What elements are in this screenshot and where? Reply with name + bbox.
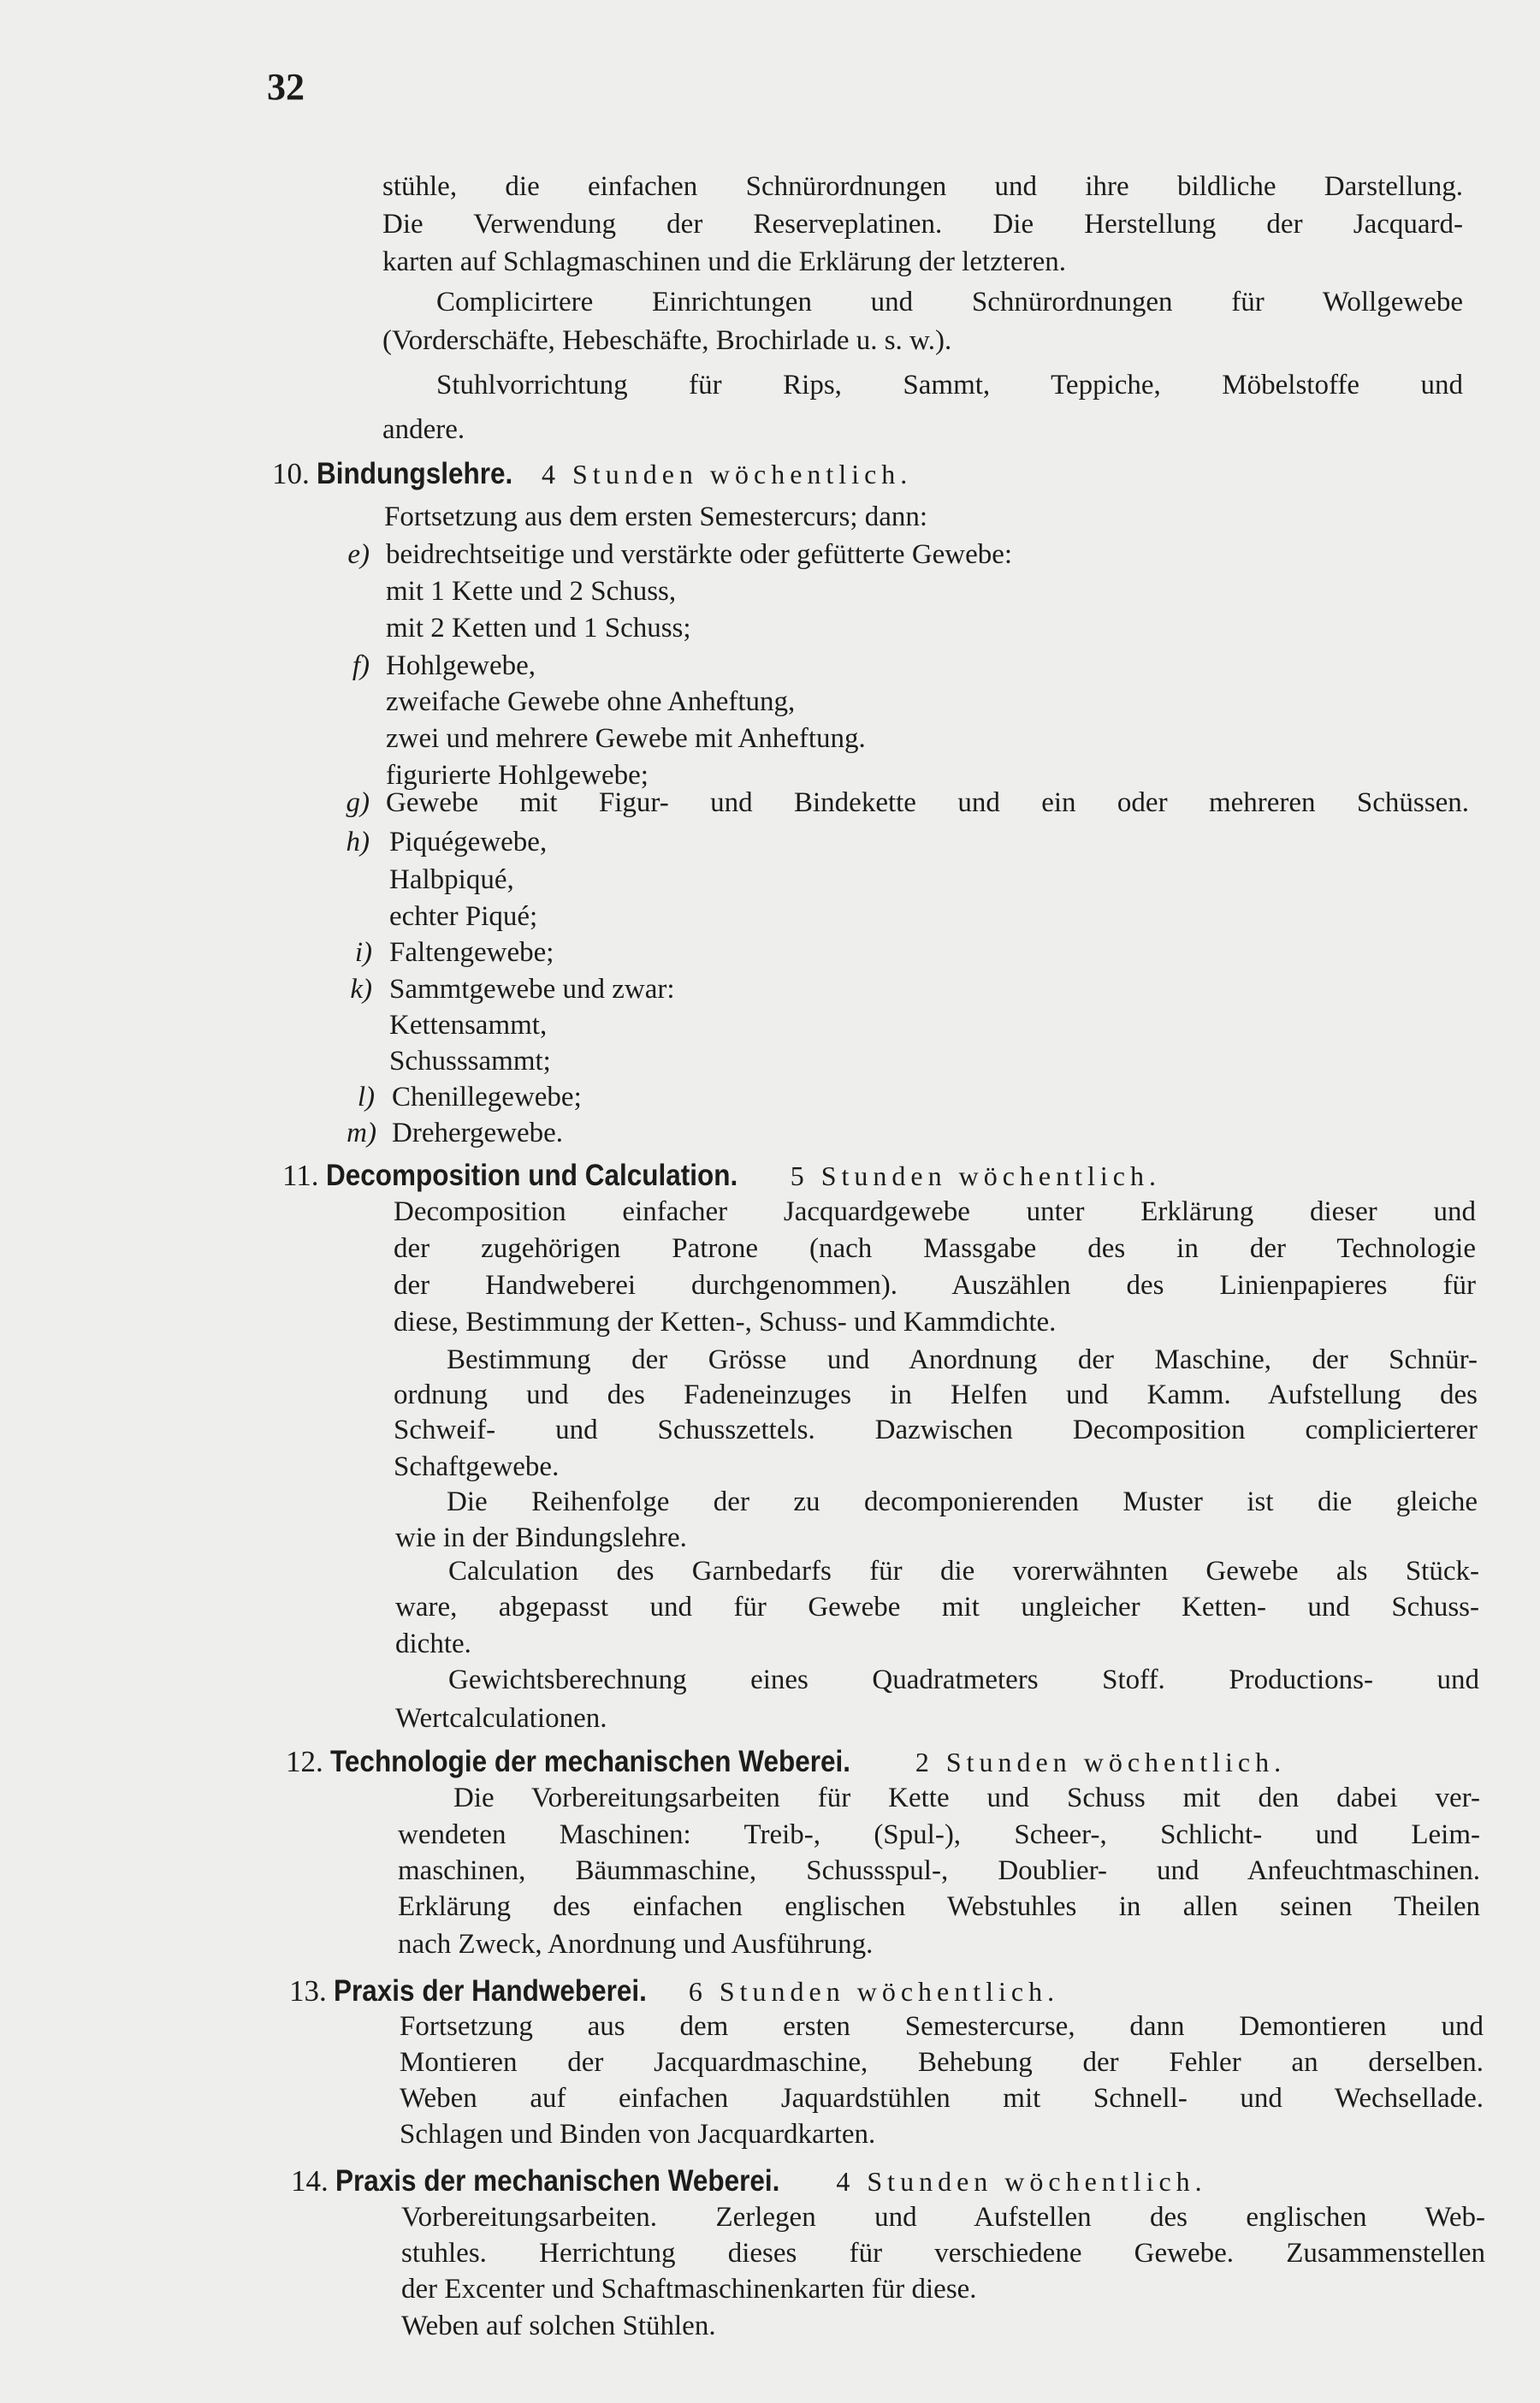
section-heading <box>286 1747 1286 1777</box>
text-line: wendeten Maschinen: Treib-, (Spul-), Scheer-, Schlicht- und Leim- <box>398 1819 1480 1850</box>
text-line: Gewebe mit Figur- und Bindekette und ein oder mehreren Schüssen. <box>386 787 1469 818</box>
section-hours: 5 Stunden wöchentlich. <box>790 1160 1161 1191</box>
item-label: h) <box>346 827 370 857</box>
text-line: karten auf Schlagmaschinen und die Erklärung der letzteren. <box>382 246 1067 277</box>
item-label: m) <box>346 1118 376 1148</box>
section-number: 10. <box>272 457 310 490</box>
section-number: 13. <box>289 1974 327 2008</box>
section-title: Praxis der mechanischen Weberei. <box>335 2164 780 2198</box>
text-line: Sammtgewebe und zwar: <box>389 974 675 1005</box>
text-line: Stuhlvorrichtung für Rips, Sammt, Teppiche, Möbelstoffe und <box>436 370 1463 400</box>
text-line: Weben auf einfachen Jaquardstühlen mit Schnell- und Wechsellade. <box>400 2083 1484 2114</box>
text-line: (Vorderschäfte, Hebeschäfte, Brochirlade u. s. w.). <box>382 325 952 356</box>
text-line: Schaftgewebe. <box>394 1451 560 1482</box>
text-line: stuhles. Herrichtung dieses für verschiedene Gewebe. Zusammenstellen <box>401 2238 1485 2269</box>
section-hours: 6 Stunden wöchentlich. <box>688 1976 1060 2007</box>
section-number: 12. <box>286 1745 323 1778</box>
item-label: e) <box>347 539 370 570</box>
section-title: Praxis der Handweberei. <box>334 1974 647 2008</box>
text-line: Decomposition einfacher Jacquardgewebe unter Erklärung dieser und <box>394 1196 1476 1227</box>
text-line: Piquégewebe, <box>389 827 548 857</box>
section-heading <box>272 459 912 490</box>
text-line: figurierte Hohlgewebe; <box>386 760 649 791</box>
text-line: echter Piqué; <box>389 901 538 932</box>
text-line: Schusssammt; <box>389 1046 551 1077</box>
text-line: Fortsetzung aus dem ersten Semestercurs; dann: <box>384 501 928 532</box>
text-line: Halbpiqué, <box>389 864 514 895</box>
text-line: Weben auf solchen Stühlen. <box>401 2311 716 2341</box>
section-title: Technologie der mechanischen Weberei. <box>330 1745 851 1778</box>
text-line: mit 1 Kette und 2 Schuss, <box>386 576 677 607</box>
text-line: Die Verwendung der Reserveplatinen. Die Herstellung der Jacquard- <box>382 209 1463 240</box>
text-line: zweifache Gewebe ohne Anheftung, <box>386 686 796 717</box>
section-title: Decomposition und Calculation. <box>325 1159 737 1192</box>
section-heading <box>282 1160 1161 1191</box>
text-line: Schweif- und Schusszettels. Dazwischen Decomposition complicierterer <box>394 1415 1478 1445</box>
item-label: i) <box>354 937 372 968</box>
text-line: Fortsetzung aus dem ersten Semestercurse, dann Demontieren und <box>400 2011 1484 2042</box>
text-line: stühle, die einfachen Schnürordnungen und ihre bildliche Darstellung. <box>382 171 1463 202</box>
text-line: wie in der Bindungslehre. <box>395 1522 687 1553</box>
section-hours: 2 Stunden wöchentlich. <box>915 1747 1287 1777</box>
text-line: zwei und mehrere Gewebe mit Anheftung. <box>386 723 866 754</box>
section-number: 11. <box>282 1159 319 1192</box>
text-line: Wertcalculationen. <box>395 1703 607 1734</box>
text-line: ordnung und des Fadeneinzuges in Helfen und Kamm. Aufstellung des <box>394 1380 1478 1410</box>
text-line: mit 2 Ketten und 1 Schuss; <box>386 613 691 644</box>
text-line: maschinen, Bäummaschine, Schussspul-, Doublier- und Anfeuchtmaschinen. <box>398 1855 1480 1886</box>
text-line: Schlagen und Binden von Jacquardkarten. <box>400 2119 876 2150</box>
text-line: beidrechtseitige und verstärkte oder gefütterte Gewebe: <box>386 539 1013 570</box>
text-line: Hohlgewebe, <box>386 650 536 681</box>
text-line: Calculation des Garnbedarfs für die vorerwähnten Gewebe als Stück- <box>448 1556 1479 1587</box>
text-line: Die Reihenfolge der zu decomponierenden Muster ist die gleiche <box>447 1486 1478 1517</box>
text-line: andere. <box>382 414 465 445</box>
text-line: dichte. <box>395 1629 471 1659</box>
item-label: f) <box>352 650 370 681</box>
section-hours: 4 Stunden wöchentlich. <box>542 459 913 490</box>
text-line: der zugehörigen Patrone (nach Massgabe des in der Technologie <box>394 1233 1476 1264</box>
text-line: Montieren der Jacquardmaschine, Behebung der Fehler an derselben. <box>400 2047 1484 2078</box>
text-line: Chenillegewebe; <box>392 1082 582 1112</box>
section-heading <box>289 1976 1059 2007</box>
text-line: Gewichtsberechnung eines Quadratmeters Stoff. Productions- und <box>448 1664 1479 1695</box>
section-title: Bindungslehre. <box>317 457 513 490</box>
text-line: Faltengewebe; <box>389 937 554 968</box>
text-line: ware, abgepasst und für Gewebe mit ungleicher Ketten- und Schuss- <box>395 1592 1479 1623</box>
page-number: 32 <box>267 66 305 108</box>
text-line: Bestimmung der Grösse und Anordnung der Maschine, der Schnür- <box>447 1344 1478 1375</box>
text-line: Complicirtere Einrichtungen und Schnürordnungen für Wollgewebe <box>436 287 1463 317</box>
section-heading <box>291 2166 1207 2197</box>
text-line: diese, Bestimmung der Ketten-, Schuss- und Kammdichte. <box>394 1307 1057 1338</box>
section-number: 14. <box>291 2164 329 2198</box>
text-line: Die Vorbereitungsarbeiten für Kette und Schuss mit den dabei ver- <box>453 1783 1480 1813</box>
text-line: Kettensammt, <box>389 1010 548 1041</box>
item-label: g) <box>346 787 370 818</box>
section-hours: 4 Stunden wöchentlich. <box>836 2166 1207 2197</box>
text-line: Vorbereitungsarbeiten. Zerlegen und Aufstellen des englischen Web- <box>401 2202 1485 2233</box>
text-line: nach Zweck, Anordnung und Ausführung. <box>398 1929 874 1960</box>
text-line: Drehergewebe. <box>392 1118 564 1148</box>
item-label: k) <box>350 974 372 1005</box>
text-line: der Handweberei durchgenommen). Auszählen des Linienpapieres für <box>394 1270 1476 1301</box>
text-line: Erklärung des einfachen englischen Webstuhles in allen seinen Theilen <box>398 1891 1480 1922</box>
item-label: l) <box>357 1082 375 1112</box>
text-line: der Excenter und Schaftmaschinenkarten für diese. <box>401 2274 977 2305</box>
